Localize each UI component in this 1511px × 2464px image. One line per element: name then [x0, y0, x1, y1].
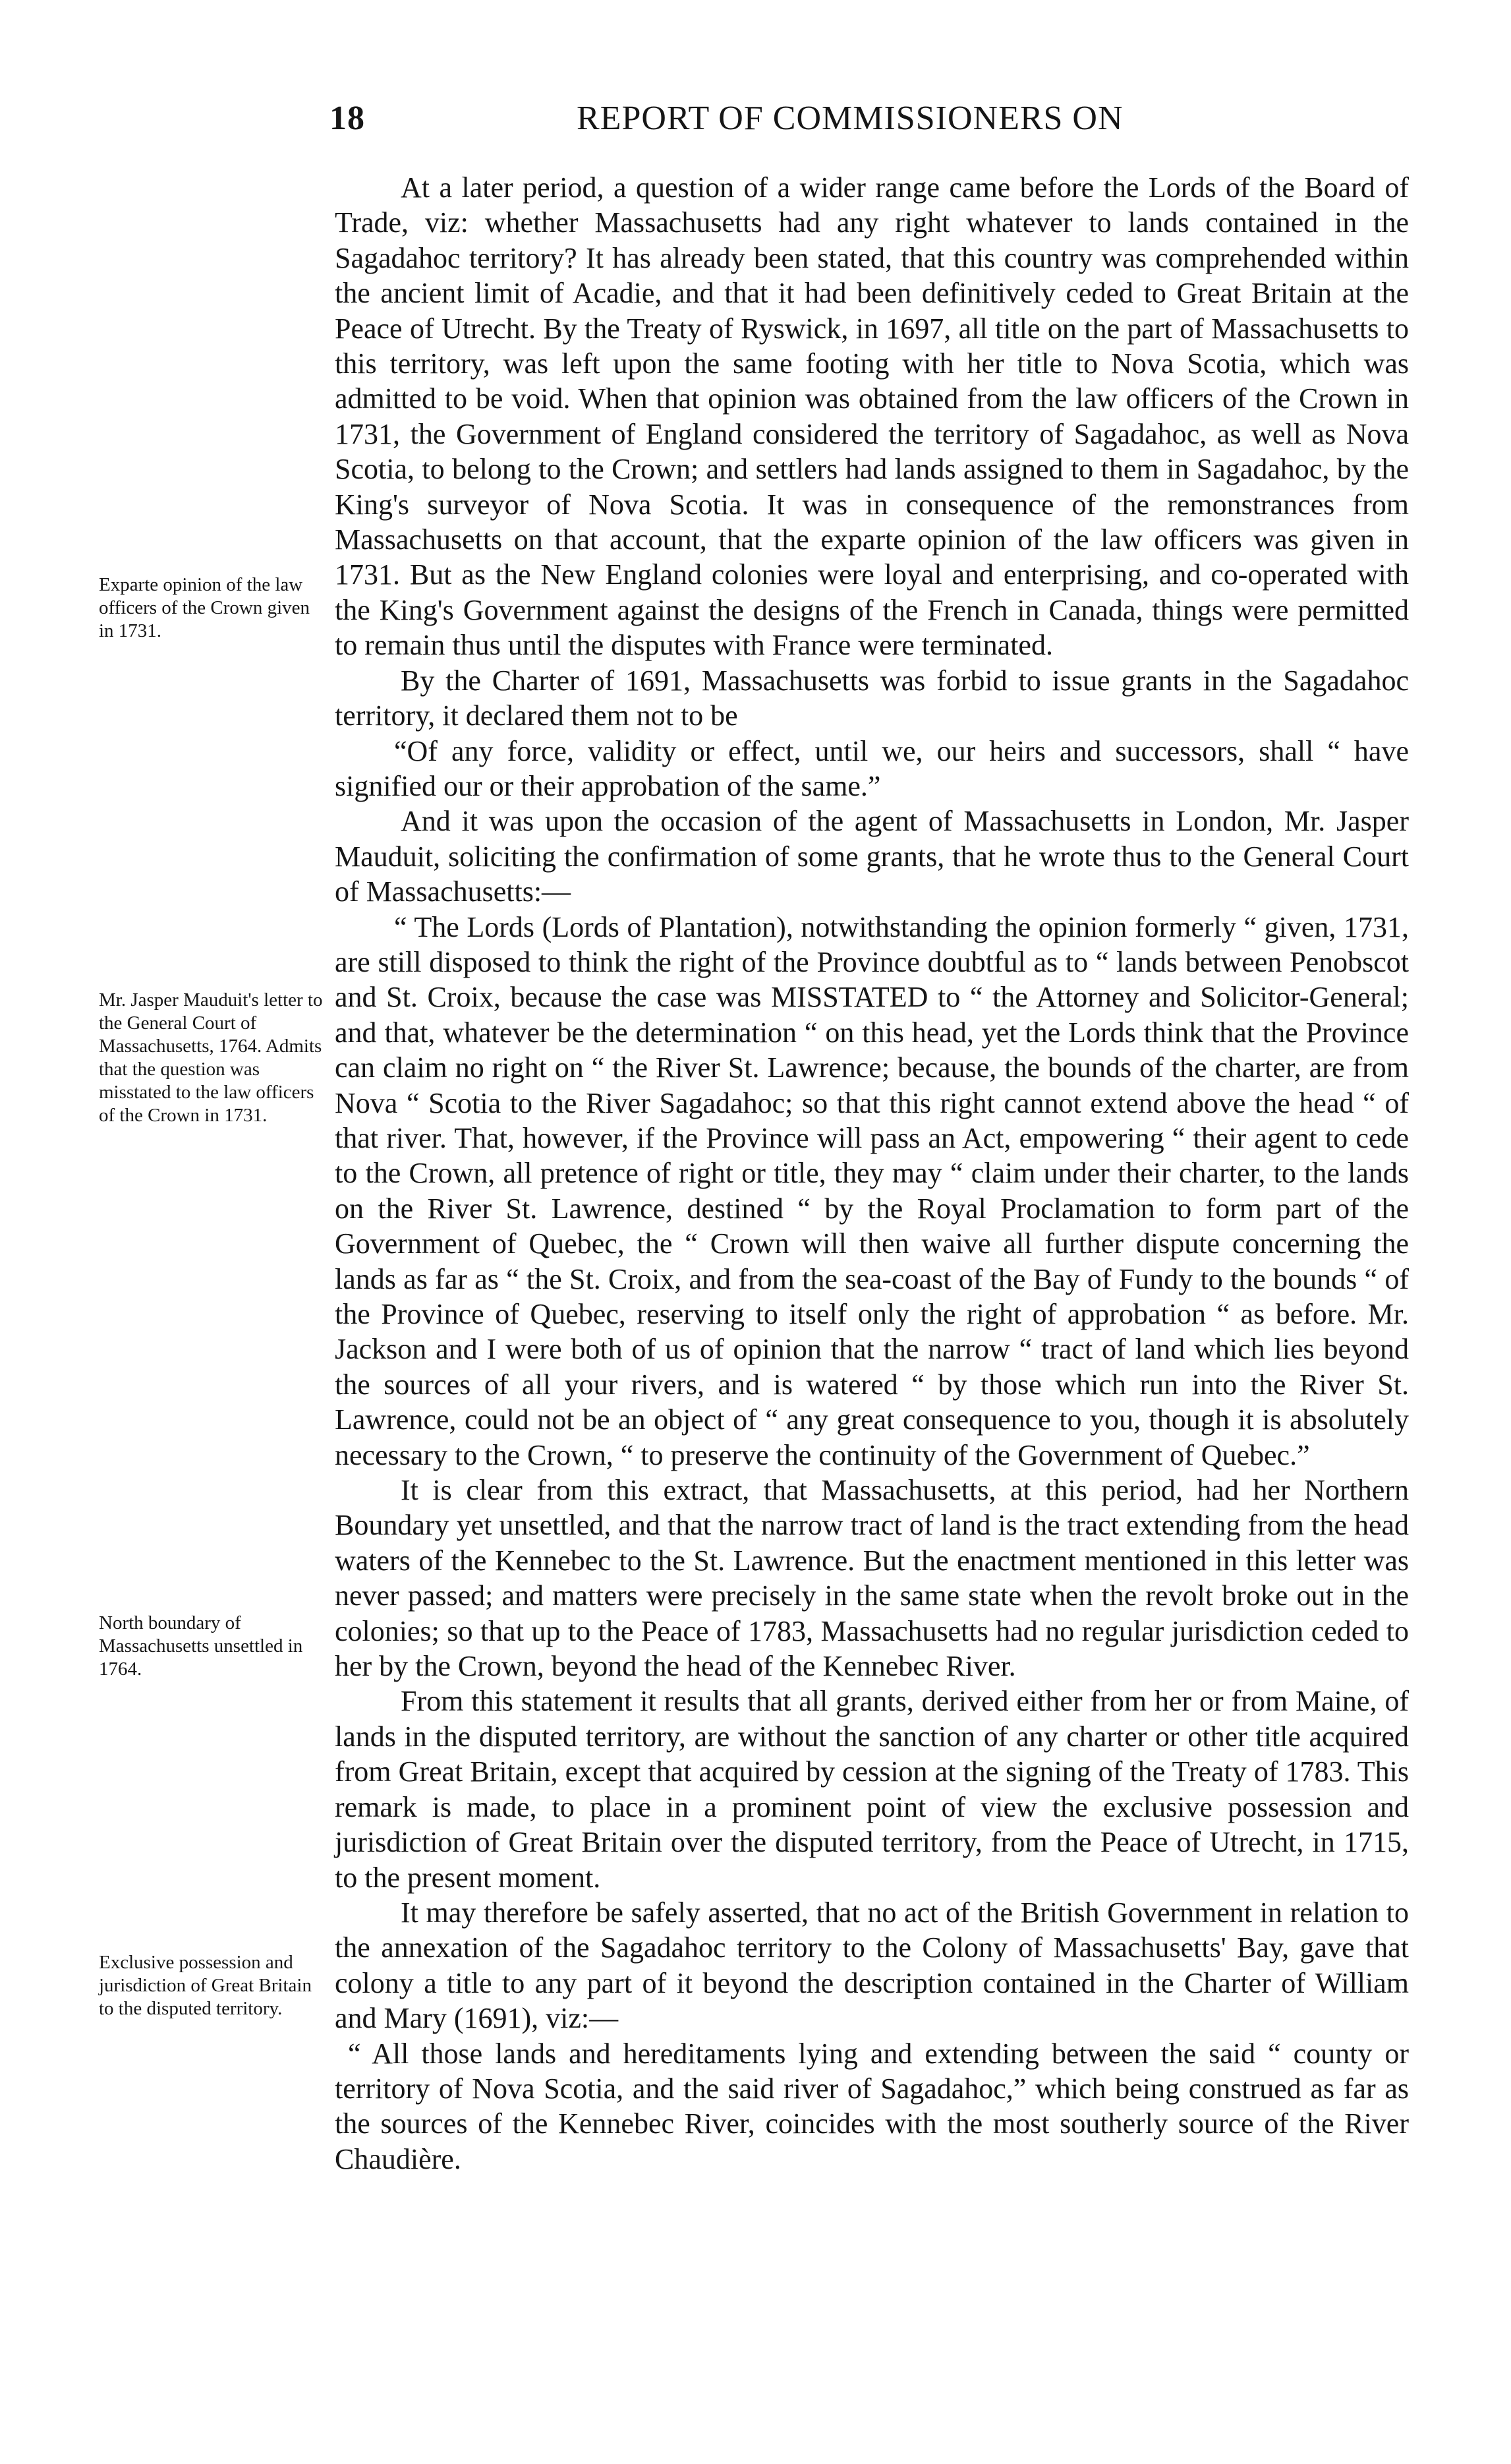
- charter-quote: “Of any force, validity or effect, until we, our heirs and successors, shall “ have signified our or their approbation of the same.”: [335, 734, 1409, 802]
- margin-note-mauduit-letter: Mr. Jasper Mauduit's letter to the General Court of Massachusetts, 1764. Admits that the question was misstated to the law officers of the Crown in 1731.: [99, 989, 323, 1126]
- margin-note-north-boundary: North boundary of Massachusetts unsettled in 1764.: [99, 1612, 303, 1680]
- margin-note-exclusive-possession: Exclusive possession and jurisdiction of Great Britain to the disputed territory.: [99, 1952, 312, 2019]
- report-body: [335, 170, 1409, 2177]
- paragraph-british-government-acts: It may therefore be safely asserted, that no act of the British Government in relation to the annexation of the Sagadahoc territory to the Colony of Massachusetts' Bay, gave that colony a title to any part of it beyond the description contained in the Charter of William and Mary (1691), viz:—: [335, 1896, 1409, 2035]
- page-number: 18: [329, 100, 365, 137]
- page-header: [0, 99, 1511, 152]
- mauduit-letter-quote: “ The Lords (Lords of Plantation), notwithstanding the opinion formerly “ given, 1731, are still disposed to think the right of the Province doubtful as to “ lands between Penobscot and St. Croix, because the case was MISSTATED to “ the Attorney and Solicitor-General; and that, whatever be the determination “ on this head, yet the Lords think that the Province can claim no right on “ the River St. Lawrence; because, the bounds of the charter, are from Nova “ Scotia to the River Sagadahoc; so that this right cannot extend above the head “ of that river. That, however, if the Province will pass an Act, empowering “ their agent to cede to the Crown, all pretence of right or title, they may “ claim under their charter, to the lands on the River St. Lawrence, destined “ by the Royal Proclamation to form part of the Government of Quebec, the “ Crown will then waive all further dispute concerning the lands as far as “ the St. Croix, and from the sea-coast of the Bay of Fundy to the bounds “ of the Province of Quebec, reserving to itself only the right of approbation “ as before. Mr. Jackson and I were both of us of opinion that the narrow “ tract of land which lies beyond the sources of all your rivers, and is watered “ by those which run into the River St. Lawrence, could not be an object of “ any great consequence to you, though it is absolutely necessary to the Crown, “ to preserve the continuity of the Government of Quebec.”: [335, 910, 1409, 1471]
- paragraph-northern-boundary: It is clear from this extract, that Massachusetts, at this period, had her Northern Boundary yet unsettled, and that the narrow tract of land is the tract extending from the head waters of the Kennebec to the St. Lawrence. But the enactment mentioned in this letter was never passed; and matters were precisely in the same state when the revolt broke out in the colonies; so that up to the Peace of 1783, Massachusetts had no regular jurisdiction ceded to her by the Crown, beyond the head of the Kennebec River.: [335, 1474, 1409, 1683]
- running-title: REPORT OF COMMISSIONERS ON: [577, 100, 1124, 137]
- margin-note-exparte-opinion: Exparte opinion of the law officers of the Crown given in 1731.: [99, 574, 310, 641]
- paragraph-disputed-grants: From this statement it results that all grants, derived either from her or from Maine, of lands in the disputed territory, are without the sanction of any charter or other title acquired from Great Britain, except that acquired by cession at the signing of the Treaty of 1783. This remark is made, to place in a prominent point of view the exclusive possession and jurisdiction of Great Britain over the disputed territory, from the Peace of Utrecht, in 1715, to the present moment.: [335, 1685, 1409, 1894]
- paragraph-board-of-trade: At a later period, a question of a wider range came before the Lords of the Board of Trade, viz: whether Massachusetts had any right whatever to lands contained in the Sagadahoc territory? It has already been stated, that this country was comprehended within the ancient limit of Acadie, and that it had been definitively ceded to Great Britain at the Peace of Utrecht. By the Treaty of Ryswick, in 1697, all title on the part of Massachusetts to this territory, was left upon the same footing with her title to Nova Scotia, which was admitted to be void. When that opinion was obtained from the law officers of the Crown in 1731, the Government of England considered the territory of Sagadahoc, as well as Nova Scotia, to belong to the Crown; and settlers had lands assigned to them in Sagadahoc, by the King's surveyor of Nova Scotia. It was in consequence of the remonstrances from Massachusetts on that account, that the exparte opinion of the law officers was given in 1731. But as the New England colonies were loyal and enterprising, and co-operated with the King's Government against the designs of the French in Canada, things were permitted to remain thus until the disputes with France were terminated.: [335, 171, 1409, 662]
- paragraph-charter-1691: By the Charter of 1691, Massachusetts was forbid to issue grants in the Sagadahoc territory, it declared them not to be: [335, 664, 1409, 732]
- william-and-mary-charter-quote: “ All those lands and hereditaments lying and extending between the said “ county or territory of Nova Scotia, and the said river of Sagadahoc,” which being construed as far as the sources of the Kennebec River, coincides with the most southerly source of the River Chaudière.: [335, 2037, 1409, 2175]
- paragraph-mauduit-occasion: And it was upon the occasion of the agent of Massachusetts in London, Mr. Jasper Mauduit, soliciting the confirmation of some grants, that he wrote thus to the General Court of Massachusetts:—: [335, 805, 1409, 908]
